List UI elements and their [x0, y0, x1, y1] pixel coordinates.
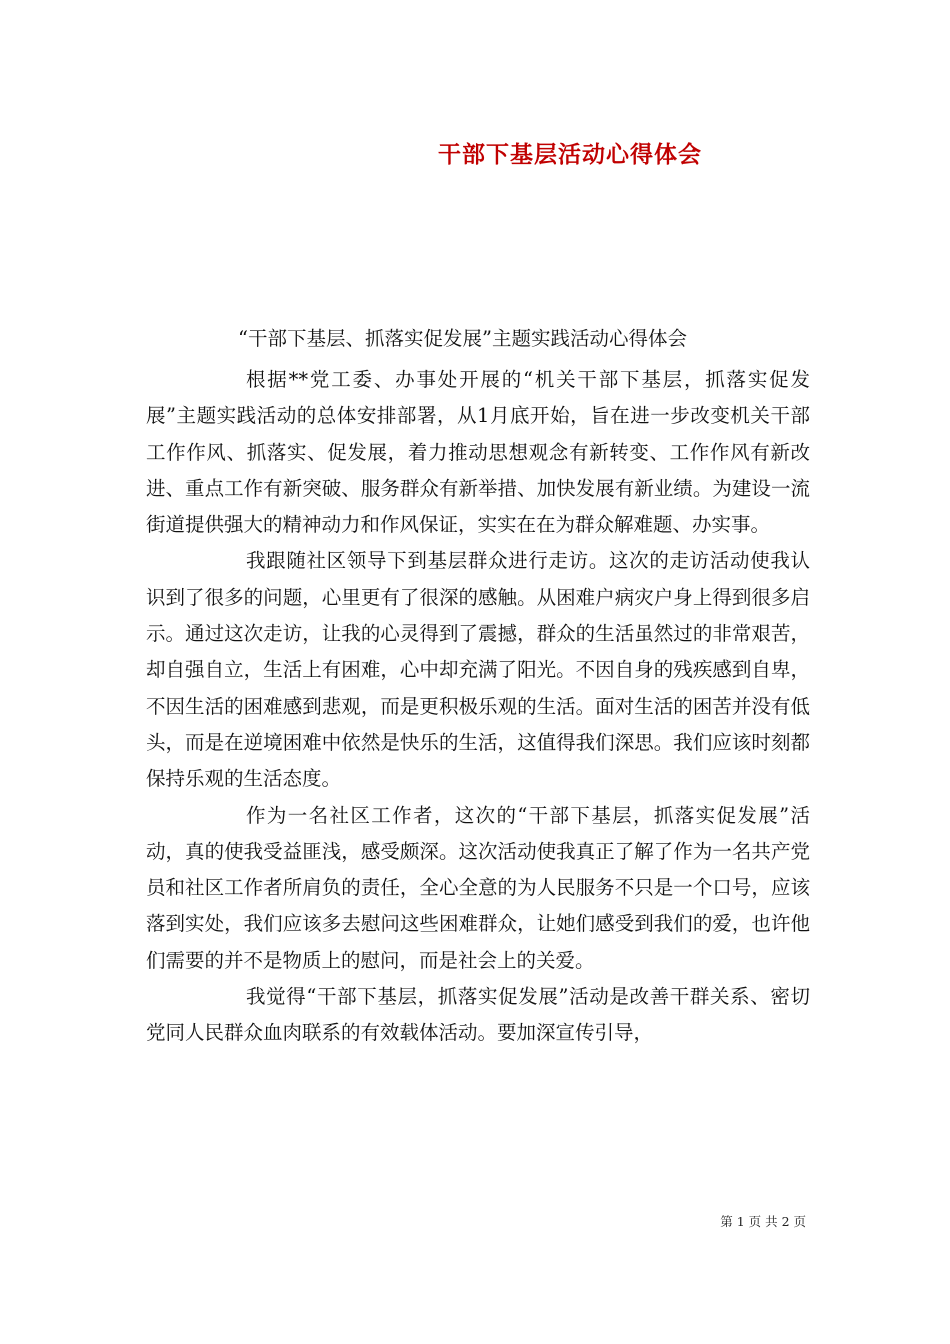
document-subtitle: “干部下基层、抓落实促发展”主题实践活动心得体会 [238, 327, 687, 350]
paragraph-2: 我跟随社区领导下到基层群众进行走访。这次的走访活动使我认识到了很多的问题，心里更有了很深的感触。从困难户病灾户身上得到很多启示。通过这次走访，让我的心灵得到了震撼，群众的生活虽然过的非常艰苦，却自强自立，生活上有困难，心中却充满了阳光。不因自身的残疾感到自卑，不因生活的困难感到悲观，而是更积极乐观的生活。面对生活的困苦并没有低头，而是在逆境困难中依然是快乐的生活，这值得我们深思。我们应该时刻都保持乐观的生活态度。 [146, 549, 810, 791]
paragraph-1: 根据**党工委、办事处开展的“机关干部下基层，抓落实促发展”主题实践活动的总体安排部署，从1月底开始，旨在进一步改变机关干部工作作风、抓落实、促发展，着力推动思想观念有新转变、工作作风有新改进、重点工作有新突破、服务群众有新举措、加快发展有新业绩。为建设一流街道提供强大的精神动力和作风保证，实实在在为群众解难题、办实事。 [146, 368, 810, 537]
page-number-footer: 第 1 页 共 2 页 [720, 1214, 806, 1229]
document-body [146, 362, 810, 1052]
paragraph-3: 作为一名社区工作者，这次的“干部下基层，抓落实促发展”活动，真的使我受益匪浅，感受颇深。这次活动使我真正了解了作为一名共产党员和社区工作者所肩负的责任，全心全意的为人民服务不只是一个口号，应该落到实处，我们应该多去慰问这些困难群众，让她们感受到我们的爱，也许他们需要的并不是物质上的慰问，而是社会上的关爱。 [146, 803, 810, 972]
page-title: 干部下基层活动心得体会 [438, 141, 702, 168]
paragraph-4: 我觉得“干部下基层，抓落实促发展”活动是改善干群关系、密切党同人民群众血肉联系的有效载体活动。要加深宣传引导， [146, 985, 810, 1045]
